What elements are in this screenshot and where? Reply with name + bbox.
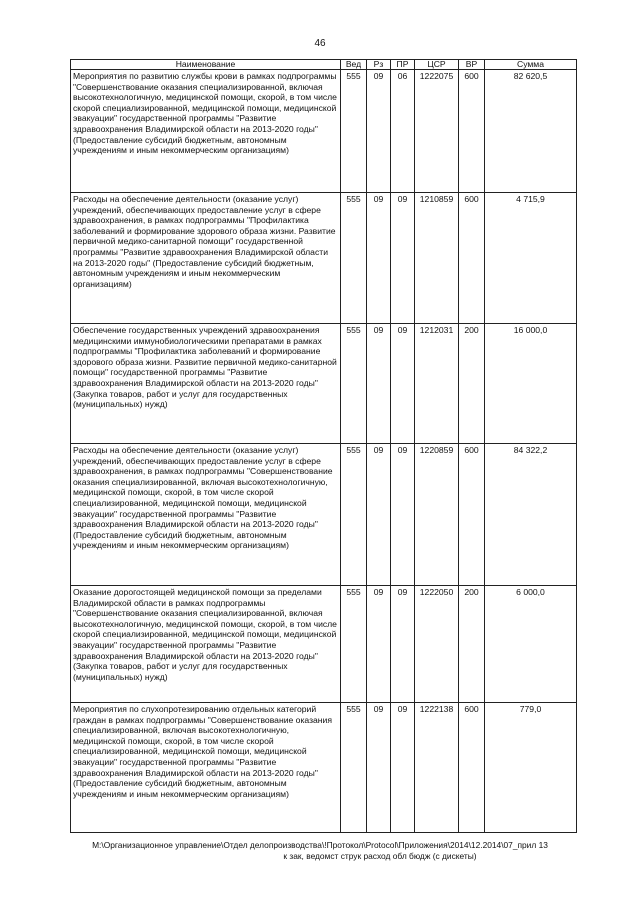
table-row — [71, 703, 577, 833]
budget-table — [70, 59, 577, 833]
row-pr: 09 — [391, 586, 415, 703]
header-rz: Рз — [367, 60, 391, 70]
header-pr: ПР — [391, 60, 415, 70]
row-name: Обеспечение государственных учреждений здравоохранения медицинскими иммунобиологическими препаратами в рамках подпрограммы "Профилактика заболеваний и формирование здорового образа жизни. Развитие первичной медико-санитарной помощи" государственной программы "Развитие здравоохранения Владимирской области на 2013-2020 годы" (Закупка товаров, работ и услуг для государственных (муниципальных) нужд) — [71, 324, 341, 444]
row-ved: 555 — [341, 586, 367, 703]
row-csr: 1210859 — [415, 193, 459, 324]
row-vr: 600 — [459, 70, 485, 193]
row-csr: 1222050 — [415, 586, 459, 703]
row-name: Мероприятия по слухопротезированию отдельных категорий граждан в рамках подпрограммы "Совершенствование оказания специализированной, включая высокотехнологичную, медицинской помощи, скорой, в том числе скорой специализированной, медицинской помощи, медицинской эвакуации" государственной программы "Развитие здравоохранения Владимирской области на 2013-2020 годы" (Предоставление субсидий бюджетным, автономным учреждениям и иным некоммерческим организациям) — [71, 703, 341, 833]
row-rz: 09 — [367, 193, 391, 324]
row-sum: 4 715,9 — [485, 193, 577, 324]
row-sum: 779,0 — [485, 703, 577, 833]
header-ved: Вед — [341, 60, 367, 70]
table-row — [71, 324, 577, 444]
row-ved: 555 — [341, 193, 367, 324]
row-rz: 09 — [367, 70, 391, 193]
row-pr: 09 — [391, 703, 415, 833]
row-sum: 16 000,0 — [485, 324, 577, 444]
row-sum: 82 620,5 — [485, 70, 577, 193]
row-ved: 555 — [341, 703, 367, 833]
table-header-row — [71, 60, 577, 70]
row-pr: 09 — [391, 324, 415, 444]
row-vr: 200 — [459, 324, 485, 444]
row-pr: 06 — [391, 70, 415, 193]
row-sum: 6 000,0 — [485, 586, 577, 703]
row-vr: 200 — [459, 586, 485, 703]
table-row — [71, 193, 577, 324]
header-csr: ЦСР — [415, 60, 459, 70]
row-vr: 600 — [459, 444, 485, 586]
row-csr: 1212031 — [415, 324, 459, 444]
file-path-footer — [0, 840, 640, 862]
row-name: Расходы на обеспечение деятельности (оказание услуг) учреждений, обеспечивающих предоставление услуг в сфере здравоохранения, в рамках подпрограммы "Профилактика заболеваний и формирование здорового образа жизни. Развитие первичной медико-санитарной помощи" государственной программы "Развитие здравоохранения Владимирской области на 2013-2020 годы" (Предоставление субсидий бюджетным, автономным учреждениям и иным некоммерческим организациям) — [71, 193, 341, 324]
row-csr: 1222138 — [415, 703, 459, 833]
row-name: Мероприятия по развитию службы крови в рамках подпрограммы "Совершенствование оказания специализированной, включая высокотехнологичную, медицинской помощи, скорой, в том числе скорой специализированной, медицинской помощи, медицинской эвакуации" государственной программы "Развитие здравоохранения Владимирской области на 2013-2020 годы" (Предоставление субсидий бюджетным, автономным учреждениям и иным некоммерческим организациям) — [71, 70, 341, 193]
row-rz: 09 — [367, 444, 391, 586]
row-name: Оказание дорогостоящей медицинской помощи за пределами Владимирской области в рамках подпрограммы "Совершенствование оказания специализированной, включая высокотехнологичную, медицинской помощи, скорой, в том числе скорой специализированной, медицинской помощи, медицинской эвакуации" государственной программы "Развитие здравоохранения Владимирской области на 2013-2020 годы" (Закупка товаров, работ и услуг для государственных (муниципальных) нужд) — [71, 586, 341, 703]
row-ved: 555 — [341, 70, 367, 193]
header-sum: Сумма — [485, 60, 577, 70]
table-row — [71, 70, 577, 193]
table-row — [71, 586, 577, 703]
footer-path-line-2: к зак, ведомст струк расход обл бюдж (с дискеты) — [283, 851, 477, 861]
header-vr: ВР — [459, 60, 485, 70]
row-csr: 1220859 — [415, 444, 459, 586]
row-pr: 09 — [391, 193, 415, 324]
row-vr: 600 — [459, 193, 485, 324]
table-row — [71, 444, 577, 586]
page-number: 46 — [314, 38, 326, 49]
row-vr: 600 — [459, 703, 485, 833]
row-ved: 555 — [341, 324, 367, 444]
row-name: Расходы на обеспечение деятельности (оказание услуг) учреждений, обеспечивающих предоставление услуг в сфере здравоохранения, в рамках подпрограммы "Совершенствование оказания специализированной, включая высокотехнологичную, медицинской помощи, скорой, в том числе скорой специализированной, медицинской помощи, медицинской эвакуации" государственной программы "Развитие здравоохранения Владимирской области на 2013-2020 годы" (Предоставление субсидий бюджетным, автономным учреждениям и иным некоммерческим организациям) — [71, 444, 341, 586]
footer-path-line: М:\Организационное управление\Отдел делопроизводства\!Протокол\Protocol\Приложения\2014\12.2014\07_прил 13 — [92, 840, 548, 850]
row-sum: 84 322,2 — [485, 444, 577, 586]
row-csr: 1222075 — [415, 70, 459, 193]
row-rz: 09 — [367, 324, 391, 444]
row-rz: 09 — [367, 703, 391, 833]
row-rz: 09 — [367, 586, 391, 703]
row-ved: 555 — [341, 444, 367, 586]
row-pr: 09 — [391, 444, 415, 586]
header-name: Наименование — [71, 60, 341, 70]
